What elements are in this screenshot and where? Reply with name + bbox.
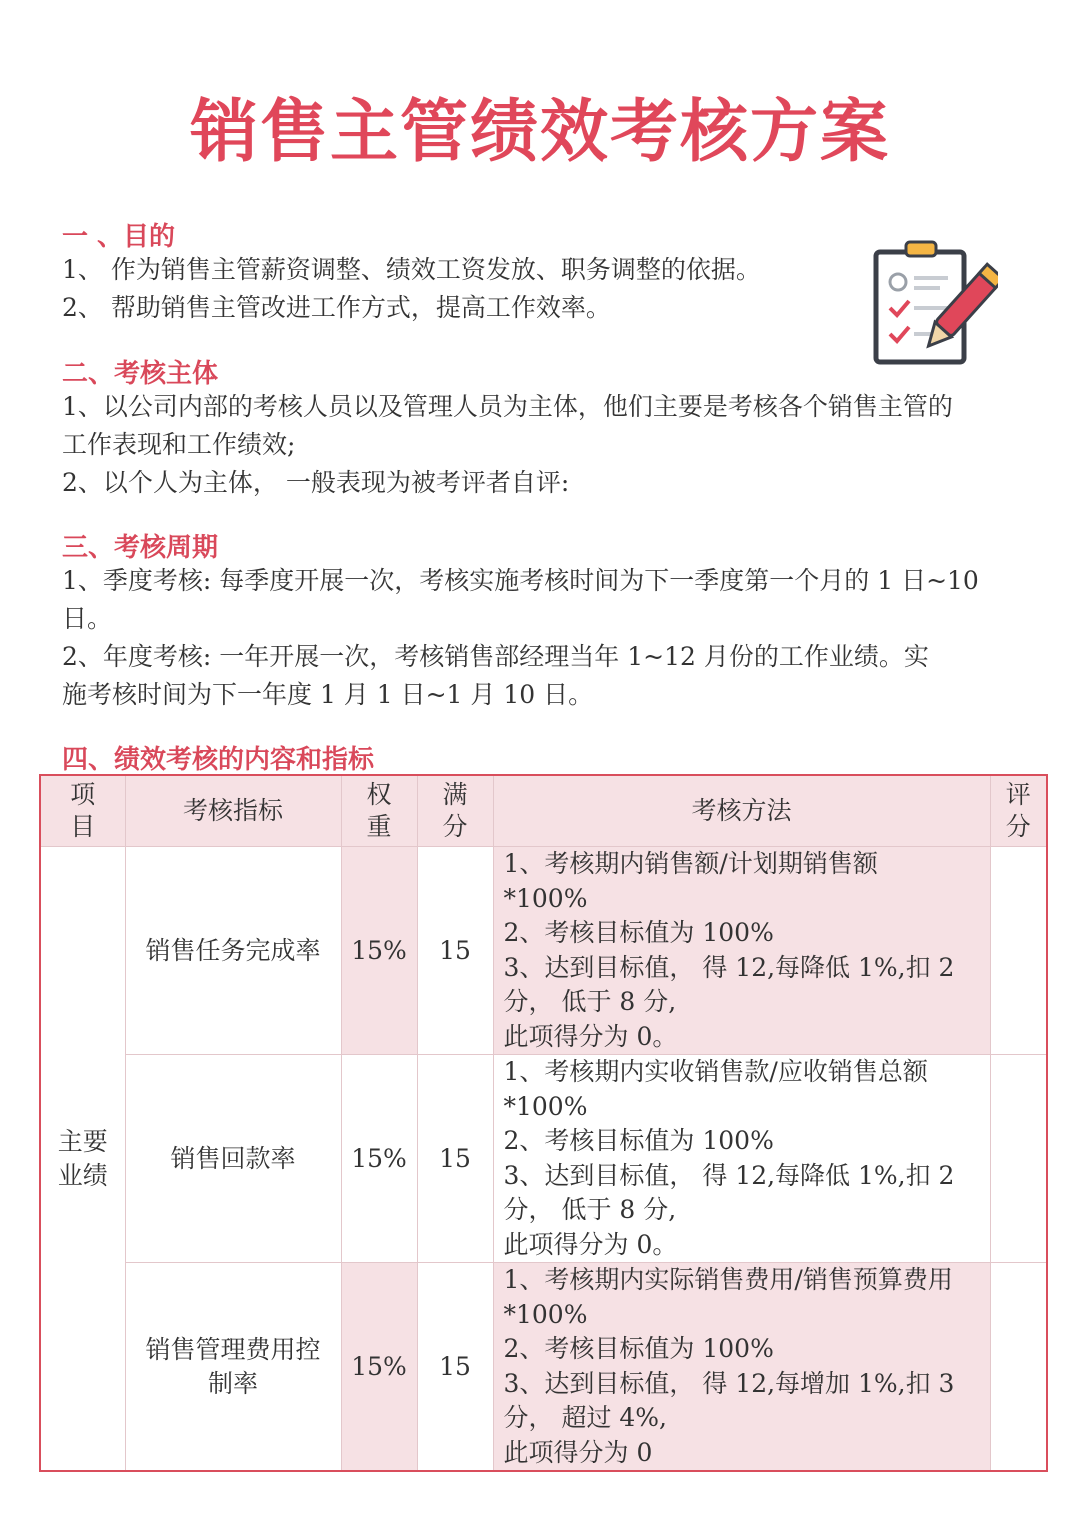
group-cell: 主要 业绩 xyxy=(40,847,125,1472)
purpose-line-2: 2、 帮助销售主管改进工作方式，提高工作效率。 xyxy=(62,293,611,322)
method-cell: 1、考核期内销售额/计划期销售额 *100% 2、考核目标值为 100% 3、达到目标值， 得 12,每降低 1%,扣 2 分， 低于 8 分, 此项得分为 0。 xyxy=(493,847,990,1055)
method-cell: 1、考核期内实际销售费用/销售预算费用 *100% 2、考核目标值为 100% 3、达到目标值， 得 12,每增加 1%,扣 3 分， 超过 4%, 此项得分为 0 xyxy=(493,1263,990,1472)
table-row xyxy=(40,847,1047,1055)
weight-cell: 15% xyxy=(341,1055,417,1263)
heading-cycle: 三、考核周期 xyxy=(62,533,219,563)
purpose-line-1: 1、 作为销售主管薪资调整、绩效工资发放、职务调整的依据。 xyxy=(62,255,761,284)
score-cell xyxy=(990,847,1047,1055)
weight-cell: 15% xyxy=(341,1263,417,1472)
header-full-score: 满 分 xyxy=(417,775,493,847)
full-score-cell: 15 xyxy=(417,1055,493,1263)
table-header-row xyxy=(40,775,1047,847)
subject-line-3: 2、以个人为主体， 一般表现为被考评者自评: xyxy=(62,468,570,497)
method-cell: 1、考核期内实收销售款/应收销售总额 *100% 2、考核目标值为 100% 3、达到目标值， 得 12,每降低 1%,扣 2 分， 低于 8 分, 此项得分为 0。 xyxy=(493,1055,990,1263)
heading-content: 四、绩效考核的内容和指标 xyxy=(62,745,375,775)
header-method: 考核方法 xyxy=(493,775,990,847)
table-row xyxy=(40,1055,1047,1263)
cycle-line-1: 1、季度考核: 每季度开展一次，考核实施考核时间为下一季度第一个月的 1 日~10 xyxy=(62,566,979,595)
subject-line-2: 工作表现和工作绩效; xyxy=(62,430,296,459)
header-weight: 权 重 xyxy=(341,775,417,847)
subject-line-1: 1、以公司内部的考核人员以及管理人员为主体，他们主要是考核各个销售主管的 xyxy=(62,392,953,421)
performance-table xyxy=(39,774,1048,1472)
weight-cell: 15% xyxy=(341,847,417,1055)
table-row xyxy=(40,1263,1047,1472)
full-score-cell: 15 xyxy=(417,1263,493,1472)
score-cell xyxy=(990,1055,1047,1263)
score-cell xyxy=(990,1263,1047,1472)
indicator-cell: 销售管理费用控 制率 xyxy=(125,1263,341,1472)
clipboard-checklist-pen-icon xyxy=(868,238,998,368)
header-item: 项 目 xyxy=(40,775,125,847)
cycle-line-4: 施考核时间为下一年度 1 月 1 日~1 月 10 日。 xyxy=(62,680,594,709)
cycle-line-3: 2、年度考核: 一年开展一次，考核销售部经理当年 1~12 月份的工作业绩。实 xyxy=(62,642,929,671)
heading-purpose: 一 、目的 xyxy=(62,222,176,252)
page-title: 销售主管绩效考核方案 xyxy=(189,93,890,172)
full-score-cell: 15 xyxy=(417,847,493,1055)
indicator-cell: 销售回款率 xyxy=(125,1055,341,1263)
header-score: 评 分 xyxy=(990,775,1047,847)
header-indicator: 考核指标 xyxy=(125,775,341,847)
heading-subject: 二、考核主体 xyxy=(62,359,219,389)
indicator-cell: 销售任务完成率 xyxy=(125,847,341,1055)
cycle-line-2: 日。 xyxy=(62,604,113,633)
